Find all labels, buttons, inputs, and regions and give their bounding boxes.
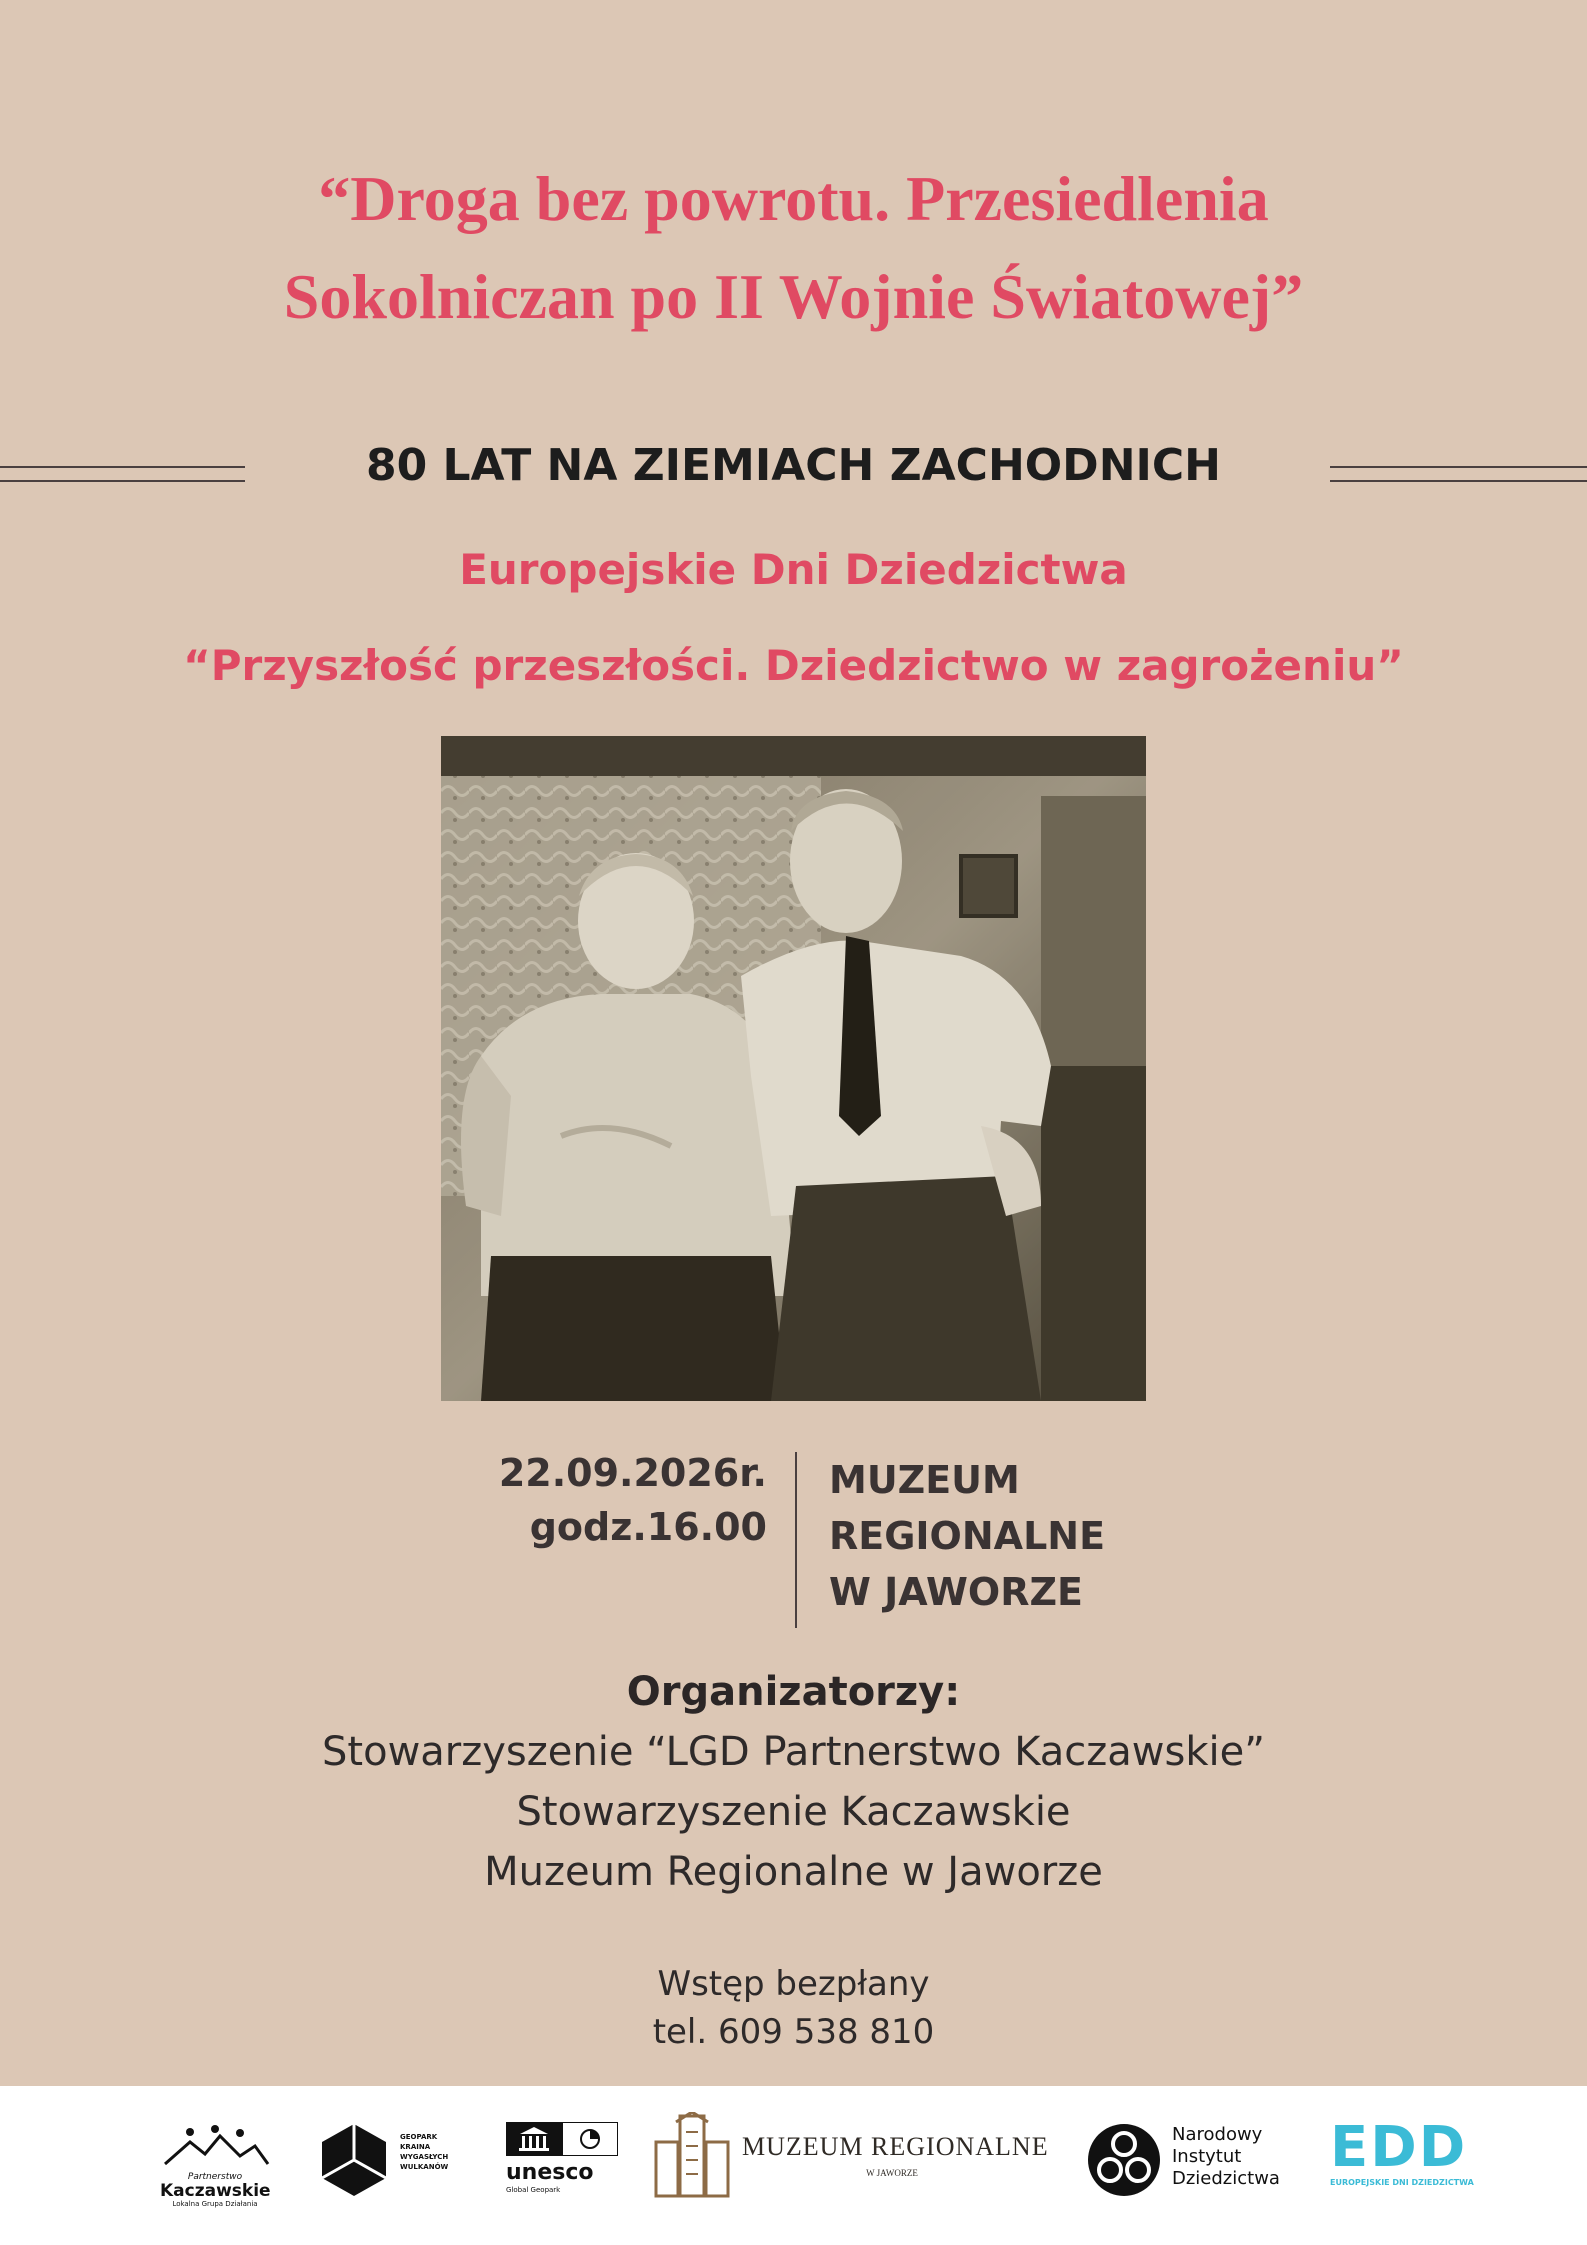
- partnerstwo-kaczawskie-logo: [160, 2124, 270, 2214]
- poster-title: [0, 150, 1587, 346]
- nid-line3: Dziedzictwa: [1172, 2168, 1280, 2189]
- unesco-temple-icon: [506, 2122, 618, 2156]
- title-line-2: Sokolniczan po II Wojnie Światowej”: [283, 261, 1304, 332]
- muzeum-regionalne-logo: [650, 2112, 1050, 2212]
- venue-line-2: REGIONALNE: [829, 1514, 1106, 1558]
- unesco-logo: [506, 2122, 621, 2212]
- unesco-name: unesco: [506, 2160, 594, 2185]
- organizer-item: Muzeum Regionalne w Jaworze: [484, 1849, 1103, 1895]
- entry-fee: Wstęp bezpłany: [657, 1964, 930, 2004]
- venue-block: [829, 1452, 1105, 1620]
- event-name: [0, 544, 1587, 692]
- entry-info: [0, 1960, 1587, 2056]
- nid-logo: [1084, 2120, 1304, 2210]
- muzeum-name: MUZEUM REGIONALNE: [742, 2132, 1049, 2161]
- nid-line1: Narodowy: [1172, 2124, 1263, 2145]
- partnerstwo-line3: Lokalna Grupa Działania: [172, 2200, 258, 2208]
- geopark-line1: GEOPARK: [400, 2133, 438, 2141]
- venue-line-1: MUZEUM: [829, 1458, 1020, 1502]
- divider-vertical: [795, 1452, 797, 1628]
- organizers: [0, 1662, 1587, 1902]
- event-line-1: Europejskie Dni Dziedzictwa: [459, 545, 1128, 594]
- geopark-line2: KRAINA: [400, 2143, 431, 2151]
- subheading: 80 LAT NA ZIEMIACH ZACHODNICH: [365, 440, 1222, 491]
- mountain-people-icon: [160, 2124, 270, 2168]
- geopark-line4: WULKANÓW: [400, 2163, 449, 2171]
- partnerstwo-line2: Kaczawskie: [160, 2181, 271, 2201]
- hexagon-icon: [318, 2120, 390, 2200]
- partnerstwo-line1: Partnerstwo: [187, 2172, 243, 2182]
- event-time: godz.16.00: [529, 1505, 767, 1549]
- date-time-block: [499, 1446, 767, 1554]
- event-line-2: “Przyszłość przeszłości. Dziedzictwo w zagrożeniu”: [183, 641, 1404, 690]
- sponsor-logos-strip: [0, 2086, 1587, 2245]
- venue-line-3: W JAWORZE: [829, 1570, 1083, 1614]
- unesco-sub: Global Geopark: [506, 2186, 561, 2194]
- edd-sub: EUROPEJSKIE DNI DZIEDZICTWA: [1330, 2178, 1474, 2187]
- edd-logo: [1330, 2115, 1500, 2208]
- muzeum-sub: W JAWORZE: [866, 2168, 918, 2178]
- tower-icon: [650, 2112, 734, 2198]
- geopark-line3: WYGASŁYCH: [400, 2153, 449, 2161]
- edd-name: EDD: [1330, 2115, 1468, 2180]
- contact-phone: tel. 609 538 810: [652, 2012, 935, 2052]
- nid-line2: Instytut: [1172, 2146, 1242, 2167]
- historical-photo: [441, 736, 1146, 1401]
- organizers-header: Organizatorzy:: [626, 1669, 961, 1715]
- event-date: 22.09.2026r.: [498, 1451, 767, 1495]
- geopark-logo: [318, 2120, 468, 2210]
- trefoil-icon: [1084, 2120, 1164, 2200]
- organizer-item: Stowarzyszenie “LGD Partnerstwo Kaczawskie”: [322, 1729, 1265, 1775]
- organizer-item: Stowarzyszenie Kaczawskie: [516, 1789, 1071, 1835]
- title-line-1: “Droga bez powrotu. Przesiedlenia: [318, 163, 1269, 234]
